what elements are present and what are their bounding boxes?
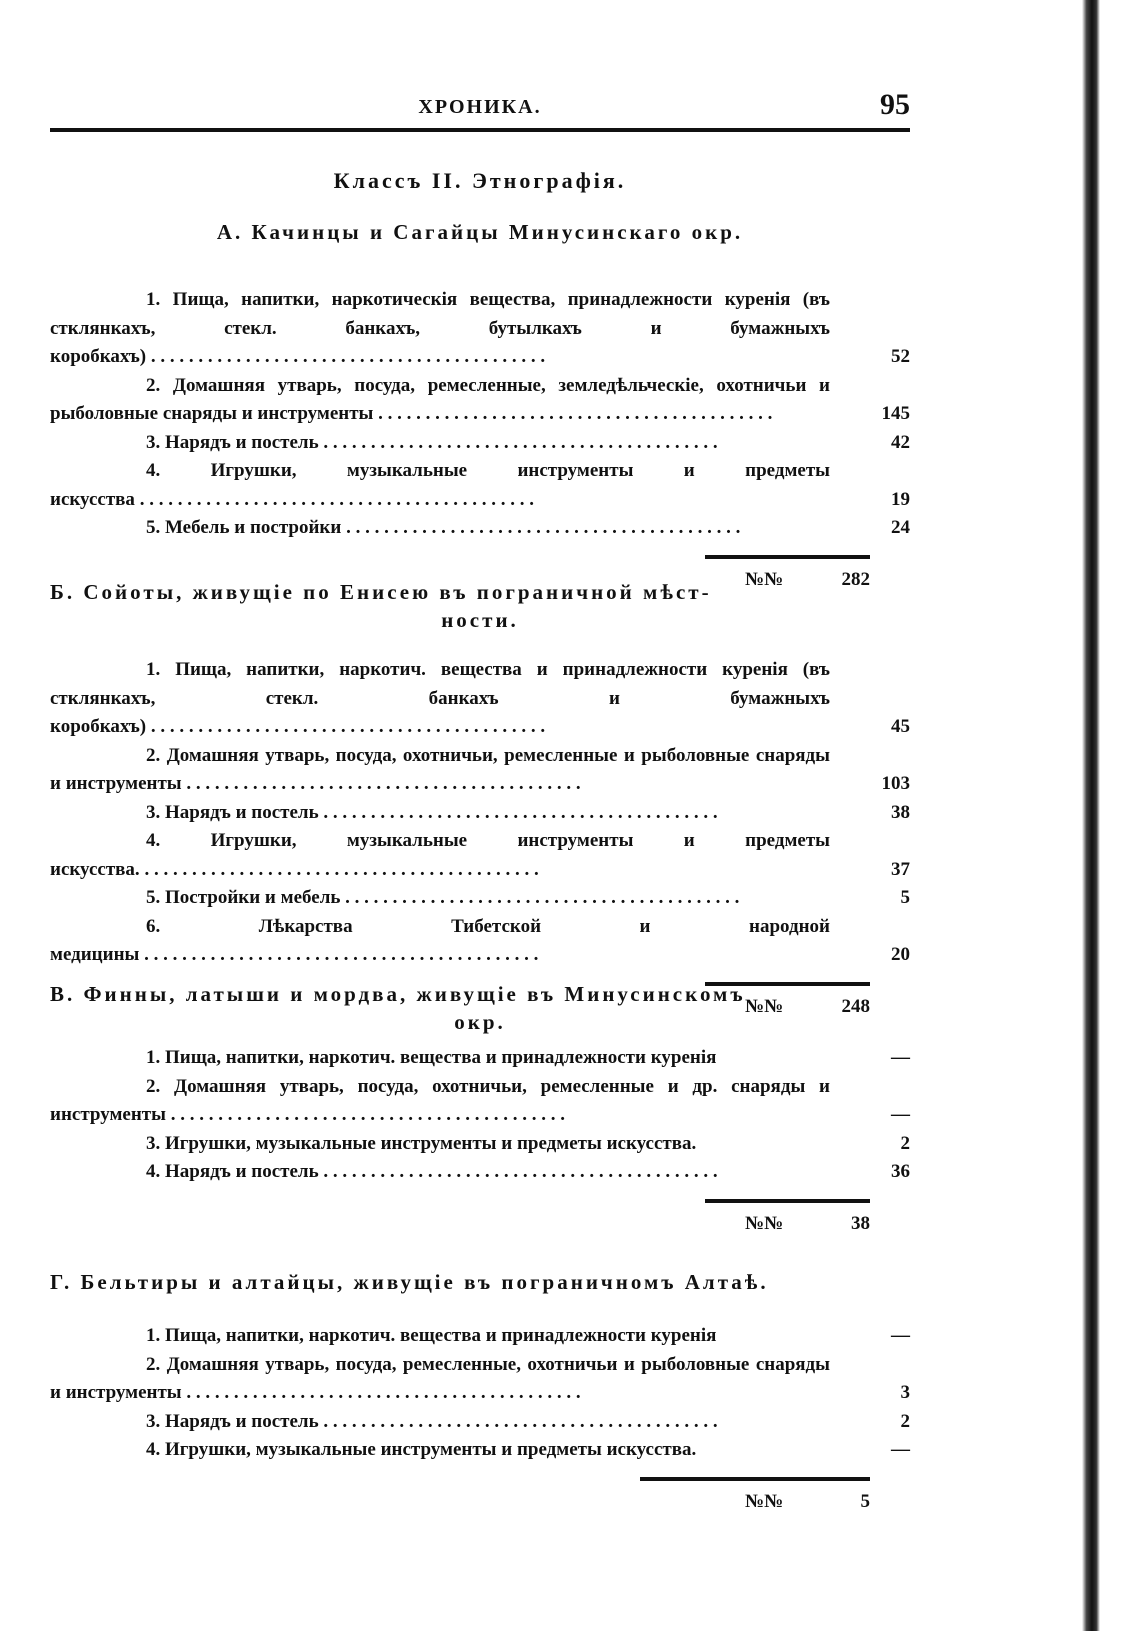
list-item — [50, 799, 910, 828]
section-g — [50, 1268, 910, 1517]
total-value: 5 — [860, 1490, 870, 1512]
item-count: 2 — [900, 1410, 910, 1432]
item-text: 2. Домашняя утварь, посуда, ремесленные, земледѣльческіе, охотничьи и рыболовные снаряды и инструменты . . . — [50, 372, 830, 429]
item-count: — — [891, 1325, 910, 1346]
list-item — [50, 884, 910, 913]
class-heading: Классъ II. Этнографія. — [333, 168, 627, 193]
section-heading — [50, 1268, 910, 1296]
item-list — [50, 286, 910, 543]
item-text: 5. Мебель и постройки . . . — [50, 514, 830, 543]
item-text: 3. Нарядъ и постель . . . — [50, 799, 830, 828]
section-heading — [50, 218, 910, 246]
item-count: 19 — [891, 488, 910, 510]
total-value: 282 — [841, 568, 870, 590]
item-text: 4. Игрушки, музыкальные инструменты и предметы искусства. . . . — [50, 827, 830, 884]
item-text: 6. Лѣкарства Тибетской и народной медицины . . . — [50, 913, 830, 970]
list-item — [50, 457, 910, 514]
item-count: 42 — [891, 431, 910, 453]
section-heading — [50, 980, 910, 1036]
total-value: 248 — [841, 995, 870, 1017]
list-item — [50, 286, 910, 372]
item-text: 2. Домашняя утварь, посуда, ремесленные, охотничьи и рыболовные снаряды и инструменты . . . — [50, 1351, 830, 1408]
list-item — [50, 656, 910, 742]
item-count: 38 — [891, 801, 910, 823]
list-item — [50, 1322, 910, 1351]
section-heading-text: Г. Бельтиры и алтайцы, живущіе въ пограничномъ Алтаѣ. — [50, 1270, 769, 1294]
total-value: 38 — [851, 1212, 870, 1234]
book-spine-edge — [1082, 0, 1100, 1631]
item-list — [50, 1044, 910, 1187]
total-label: №№ — [745, 568, 784, 590]
item-text: 1. Пища, напитки, наркотич. вещества и принадлежности куренія — [146, 1325, 717, 1346]
total-row — [50, 1209, 910, 1239]
list-item — [50, 372, 910, 429]
item-text: 1. Пища, напитки, наркотич. вещества и принадлежности куренія — [146, 1047, 717, 1068]
item-text: 5. Постройки и мебель . . . — [50, 884, 830, 913]
item-count: 20 — [891, 944, 910, 965]
item-count: 36 — [891, 1161, 910, 1182]
list-item — [50, 742, 910, 799]
total-label: №№ — [745, 1212, 784, 1234]
item-text: 4. Игрушки, музыкальные инструменты и предметы искусства . . . — [50, 457, 830, 514]
section-heading-text: Б. Сойоты, живущіе по Енисею въ пограничной мѣст- — [50, 580, 712, 604]
item-count: 103 — [881, 773, 910, 794]
item-count: 24 — [891, 517, 910, 538]
section-heading-text: А. Качинцы и Сагайцы Минусинскаго окр. — [216, 220, 744, 244]
item-text: 2. Домашняя утварь, посуда, охотничьи, ремесленные и рыболовные снаряды и инструменты . . . — [50, 742, 830, 799]
item-text: 1. Пища, напитки, наркотич. вещества и принадлежности куренія (въ стклянкахъ, стекл. банкахъ и бумажныхъ коробкахъ) . . . — [50, 656, 830, 742]
item-count: — — [891, 1047, 910, 1068]
item-text: 1. Пища, напитки, наркотическія вещества, принадлежности куренія (въ стклянкахъ, стекл. банкахъ, бутылкахъ и бумажныхъ коробкахъ) . . . — [50, 286, 830, 372]
item-count: 52 — [891, 346, 910, 367]
section-heading-text: В. Финны, латыши и мордва, живущіе въ Минусинскомъ — [50, 982, 746, 1006]
item-text: 3. Игрушки, музыкальные инструменты и предметы искусства. — [146, 1132, 697, 1154]
item-count: — — [891, 1439, 910, 1460]
section-a — [50, 218, 910, 595]
total-row — [50, 1487, 910, 1517]
item-count: 45 — [891, 716, 910, 737]
running-title: ХРОНИКА. — [418, 96, 542, 118]
list-item — [50, 1351, 910, 1408]
item-text: 2. Домашняя утварь, посуда, охотничьи, ремесленные и др. снаряды и инструменты . . . — [50, 1073, 830, 1130]
section-heading — [50, 578, 910, 634]
list-item — [50, 1408, 910, 1437]
item-list — [50, 1322, 910, 1465]
page-number: 95 — [880, 88, 910, 121]
item-count: 2 — [900, 1132, 910, 1154]
item-text: 4. Игрушки, музыкальные инструменты и предметы искусства. — [146, 1439, 697, 1460]
item-count: 145 — [881, 403, 910, 424]
list-item — [50, 429, 910, 458]
total-label: №№ — [745, 1490, 784, 1512]
list-item — [50, 1044, 910, 1073]
section-b — [50, 578, 910, 1022]
running-header — [50, 88, 910, 132]
total-rule — [705, 555, 870, 559]
list-item — [50, 827, 910, 884]
section-v — [50, 980, 910, 1239]
item-count: 5 — [900, 887, 910, 908]
section-heading-continuation: ности. — [441, 608, 519, 632]
item-list — [50, 656, 910, 970]
total-rule — [640, 1477, 870, 1481]
item-text: 3. Нарядъ и постель . . . — [50, 429, 830, 458]
item-count: — — [891, 1104, 910, 1125]
total-label: №№ — [745, 995, 784, 1017]
total-rule — [705, 1199, 870, 1203]
item-text: 3. Нарядъ и постель . . . — [50, 1408, 830, 1437]
item-text: 4. Нарядъ и постель . . . — [50, 1158, 830, 1187]
item-count: 37 — [891, 858, 910, 880]
list-item — [50, 514, 910, 543]
list-item — [50, 1130, 910, 1159]
list-item — [50, 1436, 910, 1465]
list-item — [50, 913, 910, 970]
section-heading-continuation: окр. — [454, 1010, 506, 1034]
list-item — [50, 1158, 910, 1187]
item-count: 3 — [900, 1382, 910, 1403]
list-item — [50, 1073, 910, 1130]
